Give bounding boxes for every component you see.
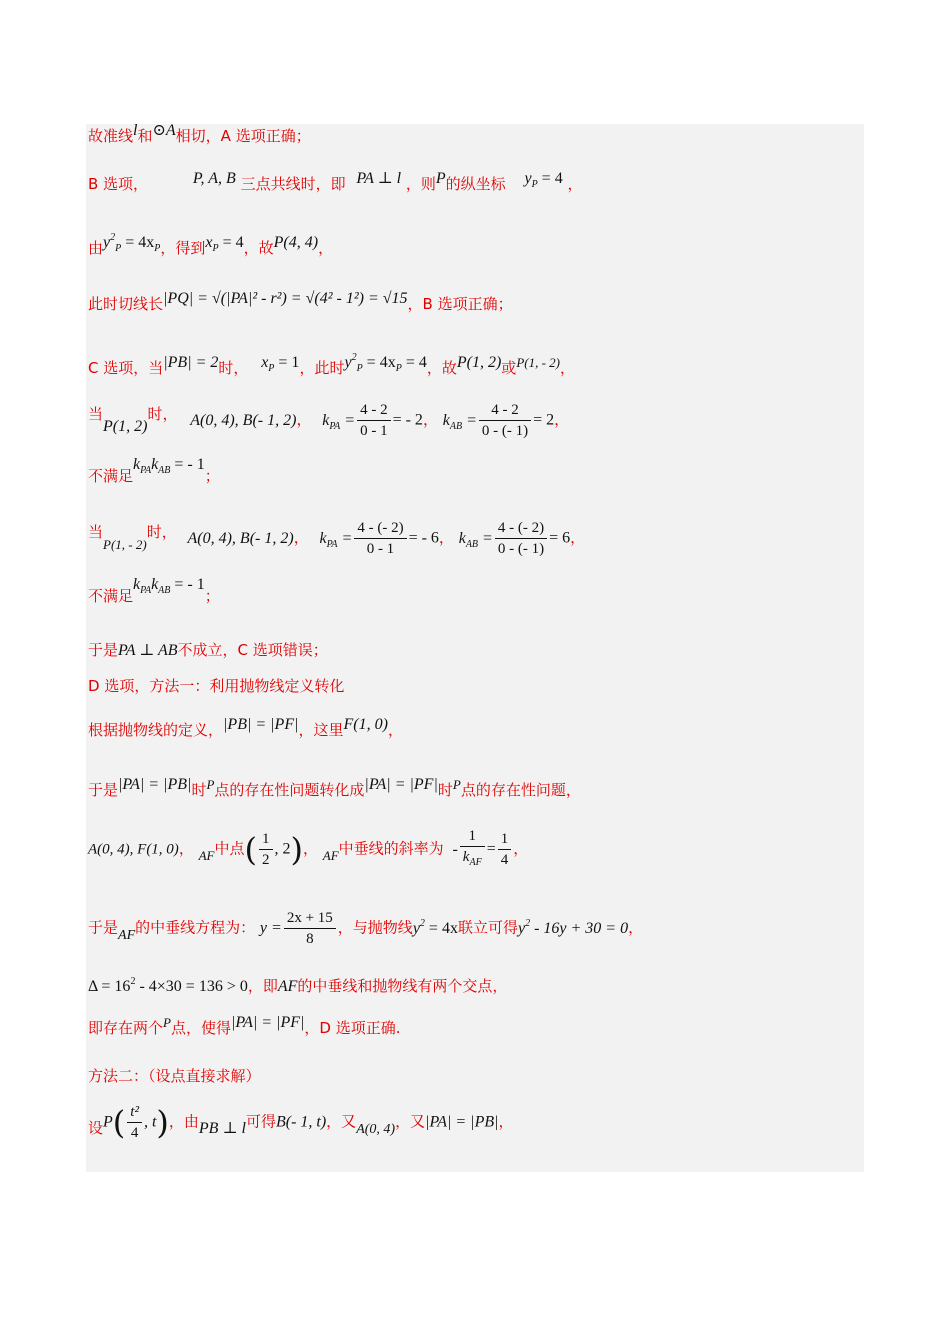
text: 时，: [147, 404, 178, 423]
text: 和: [137, 127, 153, 145]
math: Δ = 16: [88, 978, 131, 995]
denominator: 8: [306, 931, 314, 947]
line-17: [88, 1014, 401, 1039]
math: P: [435, 170, 446, 187]
text: ，: [296, 410, 312, 429]
text: 设: [88, 1118, 104, 1137]
text: 中点: [214, 839, 245, 858]
math: |PQ| = √(|PA|² - r²) = √(4² - 1²) = √15: [163, 290, 408, 307]
math: ⊙A: [152, 122, 176, 139]
text: ，: [438, 528, 454, 547]
subscript: PA: [326, 538, 338, 550]
line-3: [88, 234, 333, 265]
denominator: 0 - 1: [366, 541, 395, 557]
math: P(1, - 2): [516, 355, 560, 370]
line-15: [88, 908, 643, 954]
text: ，: [554, 410, 570, 429]
line-16: [88, 972, 507, 997]
subscript: PA: [140, 465, 152, 476]
subscript: P: [356, 363, 363, 374]
numerator: 4 - 2: [357, 400, 391, 421]
superscript: 2: [130, 976, 136, 987]
math: P(1, - 2): [103, 536, 147, 552]
subscript: AB: [465, 538, 479, 550]
text: 或: [501, 359, 517, 377]
text: 于是: [88, 918, 119, 937]
math: = 4: [541, 170, 563, 187]
math: |PA| = |PF|: [230, 1014, 305, 1031]
denominator: 0 - 1: [360, 423, 388, 439]
text: ，: [387, 721, 403, 739]
math: k: [442, 411, 450, 429]
math: P: [452, 777, 461, 792]
fraction-quarter: [498, 829, 512, 870]
math: B(- 1, t): [275, 1113, 327, 1131]
subscript: P: [212, 243, 219, 254]
line-8: 当P(1, - 2)时， A(0, 4), B(- 1, 2)， $k_{PA}$ = $\frac{4 - (- 2)}{0 - 1}$ = - 6， $k_{AB}$ = $\frac{4 - (- 2)}{0 - (- 1)}$ = 6，: [88, 520, 586, 557]
line-14: A(0, 4), F(1, 0)， AF中点( $\frac{1}{2}$ , 2)， AF中垂线的斜率为 - $\frac{1}{k_{AF}}$ = $\frac{1}{4}$ ，: [88, 826, 528, 872]
math: = 4x: [366, 354, 396, 371]
math: = 4: [222, 234, 244, 251]
text: ，与抛物线: [337, 918, 413, 937]
math: k: [322, 411, 330, 429]
line-18: [88, 1066, 261, 1086]
numerator: 4 - 2: [479, 400, 531, 421]
text: D 选项，方法一：利用抛物线定义转化: [88, 677, 345, 695]
subscript: P: [395, 363, 402, 374]
math: y: [517, 919, 526, 937]
subscript: AF: [469, 857, 482, 868]
text: 故准线: [88, 127, 134, 145]
text: 中垂线的斜率为: [338, 839, 444, 858]
line-13: [88, 776, 581, 801]
math: k: [151, 576, 159, 593]
subscript: P: [268, 363, 275, 374]
superscript: 2: [351, 352, 357, 363]
math: |PA| = |PB|: [425, 1113, 499, 1131]
math: k: [133, 576, 141, 593]
line-6: 当P(1, 2)时， A(0, 4), B(- 1, 2)， $k_{PA}$ = $\frac{4 - 2}{0 - 1}$ = - 2， $k_{AB}$ = $\frac{4 - 2}{0 - (- 1)}$ = 2，: [88, 402, 570, 439]
text: 根据抛物线的定义，: [88, 721, 224, 739]
text: 不成立，C 选项错误；: [177, 641, 328, 659]
subscript: P: [115, 243, 122, 254]
numerator: t²: [127, 1102, 142, 1123]
math: P: [103, 1113, 113, 1131]
math: -: [452, 840, 458, 858]
math: |PB| = |PF|: [223, 716, 299, 733]
text: 时: [191, 781, 207, 799]
text: ，: [422, 410, 438, 429]
fraction-half: [259, 829, 273, 870]
text: ，则: [405, 175, 436, 193]
math: x: [205, 234, 213, 251]
text: ，D 选项正确.: [304, 1019, 401, 1037]
text: 此时切线长: [88, 295, 164, 313]
numerator: 2x + 15: [284, 908, 336, 929]
math: A(0, 4), B(- 1, 2): [190, 411, 297, 429]
text: ，: [498, 1112, 514, 1131]
math: y: [103, 234, 111, 251]
math: l: [133, 122, 138, 139]
text: 于是: [88, 781, 119, 799]
math: y: [412, 919, 420, 937]
math: - 4×30 = 136 > 0: [139, 978, 248, 995]
math: k: [151, 456, 159, 473]
text: ，: [513, 839, 529, 858]
subscript: AB: [158, 465, 171, 476]
text: ，: [567, 175, 583, 193]
text: ，又: [326, 1112, 357, 1131]
math: =: [486, 840, 496, 858]
fraction-kab: [495, 518, 547, 559]
text: 的纵坐标: [445, 175, 506, 193]
text: ；: [204, 467, 220, 485]
text: 时，: [218, 359, 249, 377]
line-12: [88, 716, 403, 741]
math: = 4x: [428, 919, 458, 937]
math: AF: [118, 927, 136, 943]
subscript: AB: [449, 420, 463, 432]
text: 时: [437, 781, 453, 799]
subscript: AB: [158, 585, 171, 596]
denominator: 0 - (- 1): [497, 541, 545, 557]
subscript: P: [531, 179, 538, 190]
text: ，又: [395, 1112, 426, 1131]
text: C 选项，当: [88, 359, 164, 377]
line-5: [88, 354, 575, 385]
text: 的中垂线和抛物线有两个交点，: [297, 977, 508, 995]
text: 三点共线时，即: [240, 175, 346, 193]
numerator: 1: [259, 829, 273, 850]
math: A(0, 4), B(- 1, 2): [187, 529, 294, 547]
line-11: [88, 676, 344, 696]
denominator: k: [462, 849, 470, 865]
text: ，: [293, 528, 309, 547]
math: AF: [277, 978, 298, 995]
text: 由: [88, 239, 104, 257]
math: AF: [322, 847, 339, 863]
math: - 16y + 30 = 0: [534, 919, 629, 937]
math: P(1, 2): [456, 354, 502, 371]
math: k: [133, 456, 141, 473]
text: 点，使得: [170, 1019, 231, 1037]
math: |PA| = |PF|: [364, 776, 438, 793]
math: y: [344, 354, 352, 371]
fraction-kab: [479, 400, 531, 441]
math: P, A, B: [192, 170, 236, 187]
text: ，: [570, 528, 586, 547]
math: , t: [143, 1113, 157, 1131]
text: ，: [318, 239, 334, 257]
math: x: [261, 354, 269, 371]
fraction-t2-4: [127, 1102, 142, 1143]
line-1: [88, 122, 311, 147]
math: F(1, 0): [343, 716, 388, 733]
text: ；: [204, 587, 220, 605]
math: = 4: [405, 354, 427, 371]
numerator: 1: [460, 826, 485, 847]
math: P: [163, 1015, 171, 1030]
math: PA ⊥ l: [356, 170, 402, 187]
math: = - 1: [174, 456, 205, 473]
text: 点的存在性问题转化成: [214, 781, 365, 799]
line-9: [88, 576, 220, 616]
text: 可得: [245, 1112, 276, 1131]
math: y =: [259, 919, 282, 937]
text: ，: [560, 359, 576, 377]
text: ，此时: [299, 359, 345, 377]
line-7: [88, 456, 220, 496]
text: 当: [88, 404, 104, 423]
denominator: 0 - (- 1): [481, 423, 529, 439]
fraction-kpa: [357, 400, 391, 441]
math: k: [319, 529, 327, 547]
math: k: [458, 529, 466, 547]
text: B 选项，: [88, 175, 149, 193]
math: = 4x: [125, 234, 155, 251]
text: 不满足: [88, 467, 134, 485]
text: ，由: [168, 1112, 199, 1131]
math: P(1, 2): [103, 417, 148, 435]
text: ，: [628, 918, 644, 937]
math: |PA| = |PB|: [118, 776, 192, 793]
math: P(4, 4): [273, 234, 319, 251]
denominator: 4: [130, 1125, 139, 1141]
numerator: 4 - (- 2): [495, 518, 547, 539]
text: ，故: [426, 359, 457, 377]
text: 相切，A 选项正确；: [175, 127, 311, 145]
math: A(0, 4): [356, 1121, 396, 1137]
superscript: 2: [110, 232, 116, 243]
superscript: 2: [525, 917, 531, 929]
text: ，这里: [298, 721, 344, 739]
text: ，: [178, 839, 194, 858]
fraction-bisector: [284, 908, 336, 949]
text: ，: [302, 839, 318, 858]
text: 的中垂线方程为：: [135, 918, 256, 937]
math: AF: [198, 847, 215, 863]
subscript: PA: [329, 420, 341, 432]
numerator: 1: [498, 829, 512, 850]
text: ，得到: [160, 239, 206, 257]
math: P: [206, 777, 215, 792]
math: PA ⊥ AB: [118, 642, 178, 659]
math: A(0, 4), F(1, 0): [88, 841, 179, 858]
math: = 1: [278, 354, 300, 371]
math: = - 2: [392, 411, 423, 429]
line-2: [88, 170, 583, 201]
fraction-slope: [460, 826, 485, 873]
text: 方法二：（设点直接求解）: [88, 1067, 261, 1085]
text: 于是: [88, 641, 119, 659]
text: ，故: [243, 239, 274, 257]
math: = 2: [533, 411, 555, 429]
denominator: 2: [262, 852, 270, 868]
subscript: PA: [140, 585, 152, 596]
text: ，B 选项正确；: [407, 295, 513, 313]
line-4: [88, 290, 513, 315]
numerator: 4 - (- 2): [354, 518, 406, 539]
math: PB ⊥ l: [198, 1119, 246, 1137]
text: ，即: [247, 977, 278, 995]
text: 当: [88, 522, 104, 541]
text: 即存在两个: [88, 1019, 164, 1037]
superscript: 2: [419, 917, 425, 929]
subscript: P: [154, 243, 161, 254]
text: 时，: [146, 522, 177, 541]
text: 联立可得: [457, 918, 518, 937]
denominator: 4: [500, 852, 509, 868]
text: 不满足: [88, 587, 134, 605]
math: = 6: [549, 529, 571, 547]
line-10: [88, 640, 328, 661]
math: y: [524, 170, 532, 187]
math: |PB| = 2: [163, 354, 219, 371]
math: , 2: [274, 840, 291, 858]
fraction-kpa: [354, 518, 406, 559]
math: = - 6: [408, 529, 439, 547]
math: = - 1: [174, 576, 205, 593]
text: 点的存在性问题，: [460, 781, 581, 799]
line-19: 设P( $\frac{\text{t²}}{4}$ , t)，由PB ⊥ l可得B(- 1, t)，又A(0, 4)，又|PA| = |PB|，: [88, 1103, 514, 1142]
